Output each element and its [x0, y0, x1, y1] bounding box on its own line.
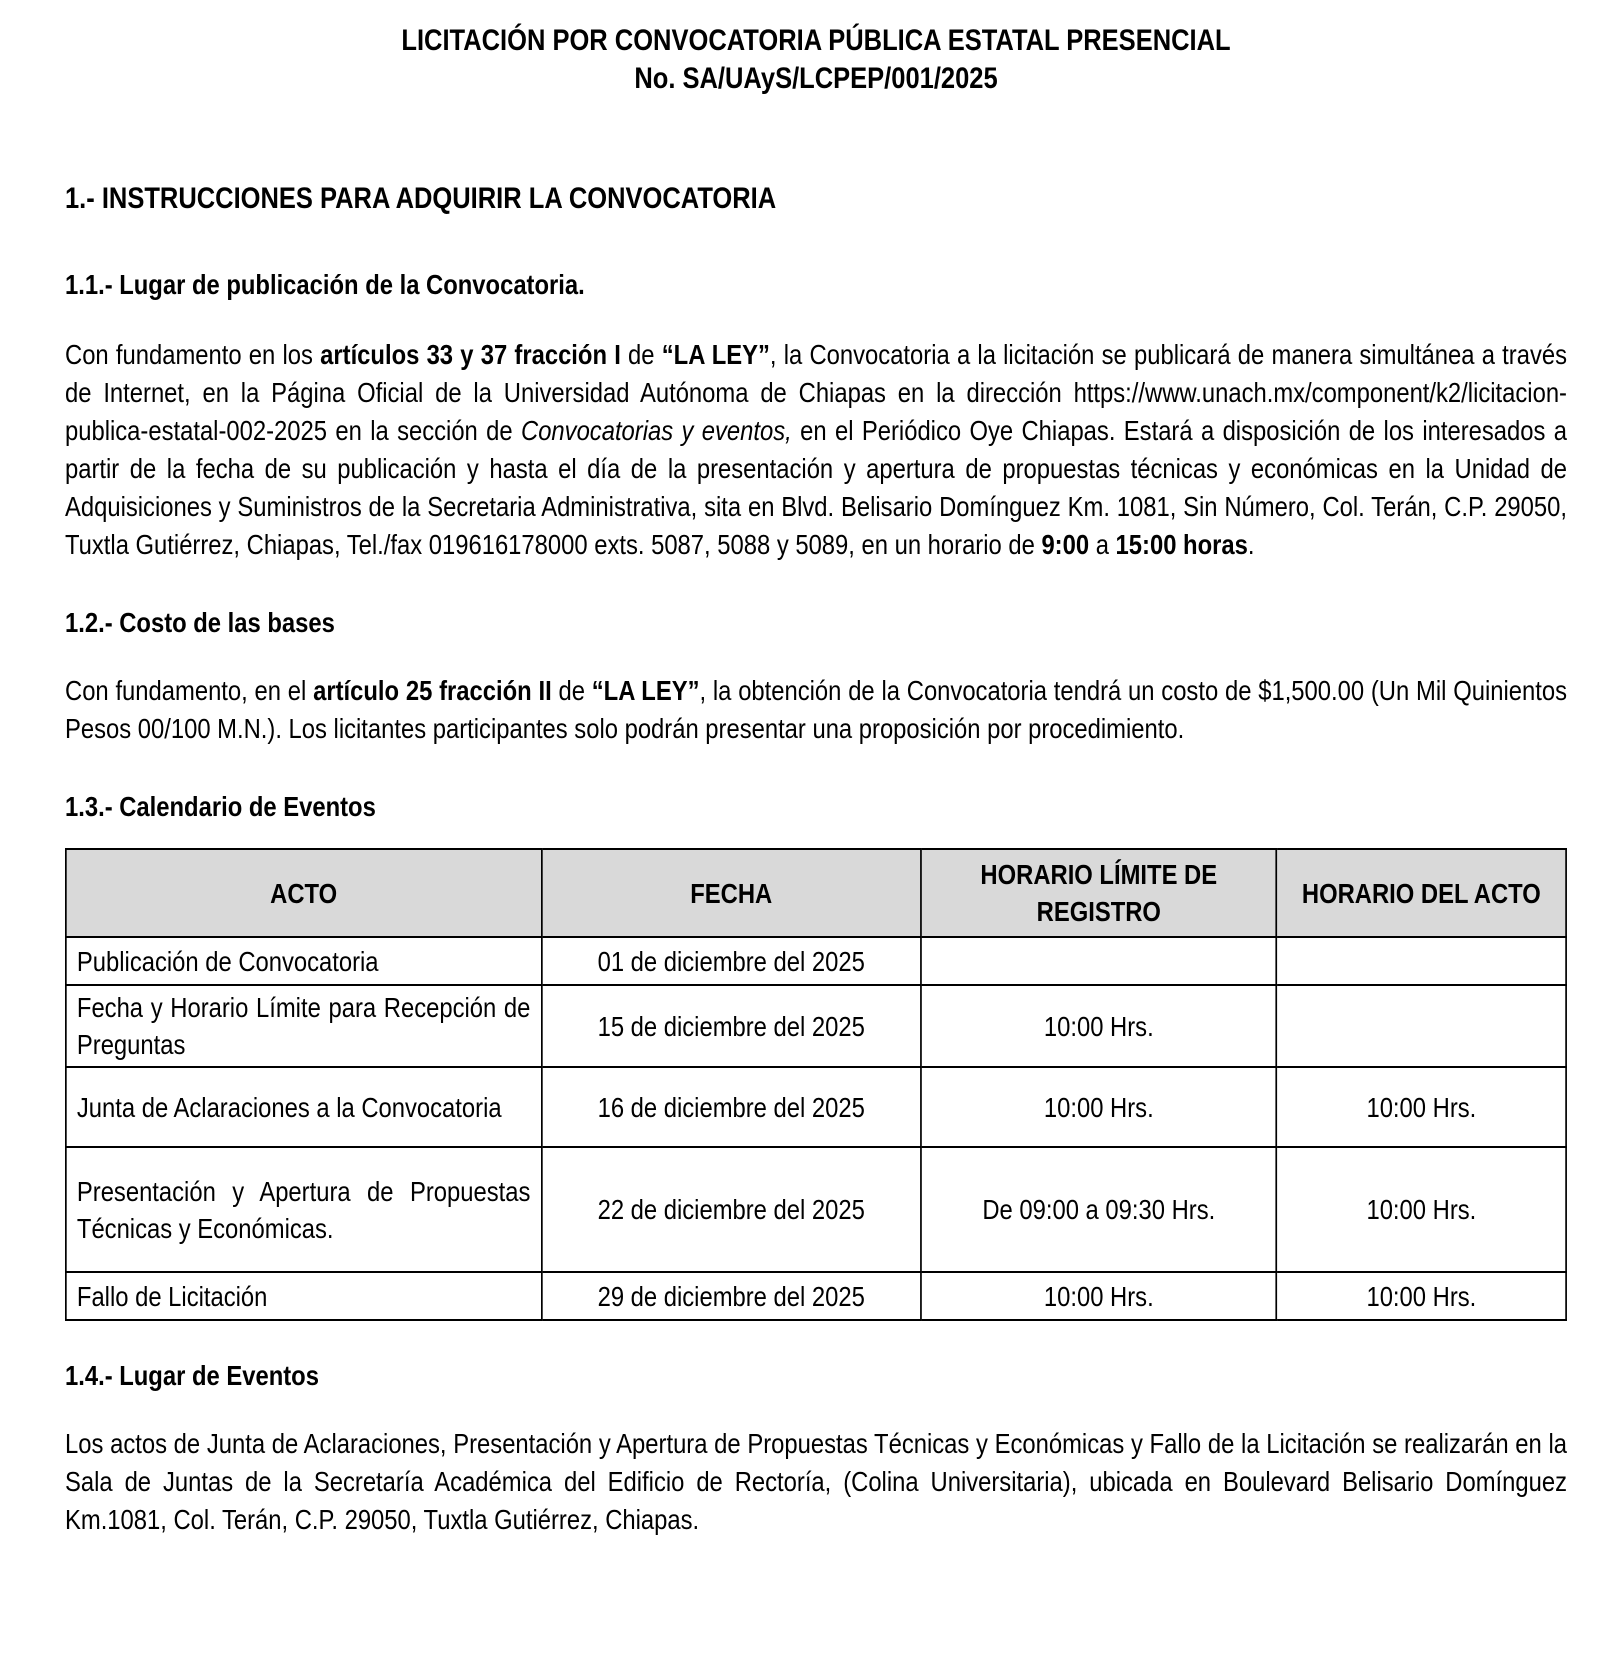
- text-run: Con fundamento en los: [65, 339, 321, 370]
- text-run: .: [1247, 529, 1255, 560]
- cell-fecha: 01 de diciembre del 2025: [541, 937, 921, 985]
- section-1-3-heading: 1.3.- Calendario de Eventos: [65, 791, 376, 822]
- cell-acto: Junta de Aclaraciones a la Convocatoria: [66, 1067, 542, 1147]
- cell-registro: [921, 937, 1277, 985]
- table-row-publicacion: [66, 937, 1566, 985]
- text-run: artículo 25 fracción II: [313, 675, 552, 706]
- table-row-recepcion-preguntas: [66, 985, 1566, 1067]
- section-1-heading: 1.- INSTRUCCIONES PARA ADQUIRIR LA CONVOCATORIA: [65, 182, 777, 215]
- document-title: [65, 22, 1567, 98]
- cell-horario-acto: 10:00 Hrs.: [1277, 1272, 1567, 1320]
- column-header-fecha: FECHA: [541, 849, 921, 937]
- cell-fecha: 15 de diciembre del 2025: [541, 985, 921, 1067]
- text-run: Convocatorias y eventos,: [521, 415, 792, 446]
- table-row-presentacion-apertura: [66, 1147, 1566, 1272]
- calendar-table-wrapper: [65, 848, 1567, 1321]
- text-run: 15:00 horas: [1115, 529, 1248, 560]
- cell-horario-acto: 10:00 Hrs.: [1277, 1067, 1567, 1147]
- cell-registro: 10:00 Hrs.: [921, 1272, 1277, 1320]
- cell-registro: De 09:00 a 09:30 Hrs.: [921, 1147, 1277, 1272]
- document-title-line2: No. SA/UAyS/LCPEP/001/2025: [634, 62, 998, 95]
- cell-acto: Fecha y Horario Límite para Recepción de Preguntas: [66, 985, 542, 1067]
- section-1-4-paragraph: Los actos de Junta de Aclaraciones, Presentación y Apertura de Propuestas Técnicas y Económicas y Fallo de la Licitación se realizarán en la Sala de Juntas de la Secretaría Académica del Edificio de Rectoría, (Colina Universitaria), ubicada en Boulevard Belisario Domínguez Km.1081, Col. Terán, C.P. 29050, Tuxtla Gutiérrez, Chiapas.: [65, 1428, 1567, 1535]
- cell-acto: Publicación de Convocatoria: [66, 937, 542, 985]
- cell-fecha: 29 de diciembre del 2025: [541, 1272, 921, 1320]
- cell-horario-acto: [1277, 937, 1567, 985]
- text-run: artículos 33 y 37 fracción I: [320, 339, 621, 370]
- cell-registro: 10:00 Hrs.: [921, 1067, 1277, 1147]
- cell-fecha: 16 de diciembre del 2025: [541, 1067, 921, 1147]
- text-run: “LA LEY”: [661, 339, 770, 370]
- text-run: , la obtención de la Convocatoria tendrá un costo de $1,500.00 (Un Mil Quinientos Pesos 00/100 M.N.). Los licitantes participantes solo podrán presentar una proposición por procedimiento.: [65, 675, 1567, 744]
- text-run: “LA LEY”: [591, 675, 700, 706]
- calendar-table: [65, 848, 1567, 1321]
- table-row-junta-aclaraciones: [66, 1067, 1566, 1147]
- section-1-2-paragraph: [65, 672, 1567, 748]
- text-run: , la Convocatoria a la licitación se publicará de manera simultánea a través de Internet, en la Página Oficial de la Universidad Autónoma de Chiapas en la dirección https://www.unach.mx/component/k2/licitacion-publica-estatal-002-2025 en la sección de: [65, 339, 1568, 446]
- text-run: 9:00: [1041, 529, 1090, 560]
- column-header-acto: ACTO: [66, 849, 542, 937]
- text-run: Con fundamento, en el: [65, 675, 314, 706]
- cell-horario-acto: [1277, 985, 1567, 1067]
- section-1-4-heading: 1.4.- Lugar de Eventos: [65, 1360, 319, 1391]
- document-title-line1: LICITACIÓN POR CONVOCATORIA PÚBLICA ESTATAL PRESENCIAL: [401, 24, 1231, 57]
- calendar-table-header-row: [66, 849, 1566, 937]
- column-header-horario-limite-registro: HORARIO LÍMITE DE REGISTRO: [921, 849, 1277, 937]
- cell-acto: Fallo de Licitación: [66, 1272, 542, 1320]
- text-run: de: [620, 339, 662, 370]
- text-run: a: [1089, 529, 1116, 560]
- cell-horario-acto: 10:00 Hrs.: [1277, 1147, 1567, 1272]
- column-header-horario-del-acto: HORARIO DEL ACTO: [1277, 849, 1567, 937]
- section-1-2-heading: 1.2.- Costo de las bases: [65, 607, 335, 638]
- text-run: de: [551, 675, 592, 706]
- section-1-1-heading: 1.1.- Lugar de publicación de la Convocatoria.: [65, 269, 585, 300]
- cell-fecha: 22 de diciembre del 2025: [541, 1147, 921, 1272]
- section-1-1-paragraph: [65, 336, 1567, 564]
- cell-acto: Presentación y Apertura de Propuestas Técnicas y Económicas.: [66, 1147, 542, 1272]
- text-run: en el Periódico Oye Chiapas. Estará a disposición de los interesados a partir de la fecha de su publicación y hasta el día de la presentación y apertura de propuestas técnicas y económicas en la Unidad de Adquisiciones y Suministros de la Secretaria Administrativa, sita en Blvd. Belisario Domínguez Km. 1081, Sin Número, Col. Terán, C.P. 29050, Tuxtla Gutiérrez, Chiapas, Tel./fax 019616178000 exts. 5087, 5088 y 5089, en un horario de: [65, 415, 1567, 560]
- cell-registro: 10:00 Hrs.: [921, 985, 1277, 1067]
- table-row-fallo: [66, 1272, 1566, 1320]
